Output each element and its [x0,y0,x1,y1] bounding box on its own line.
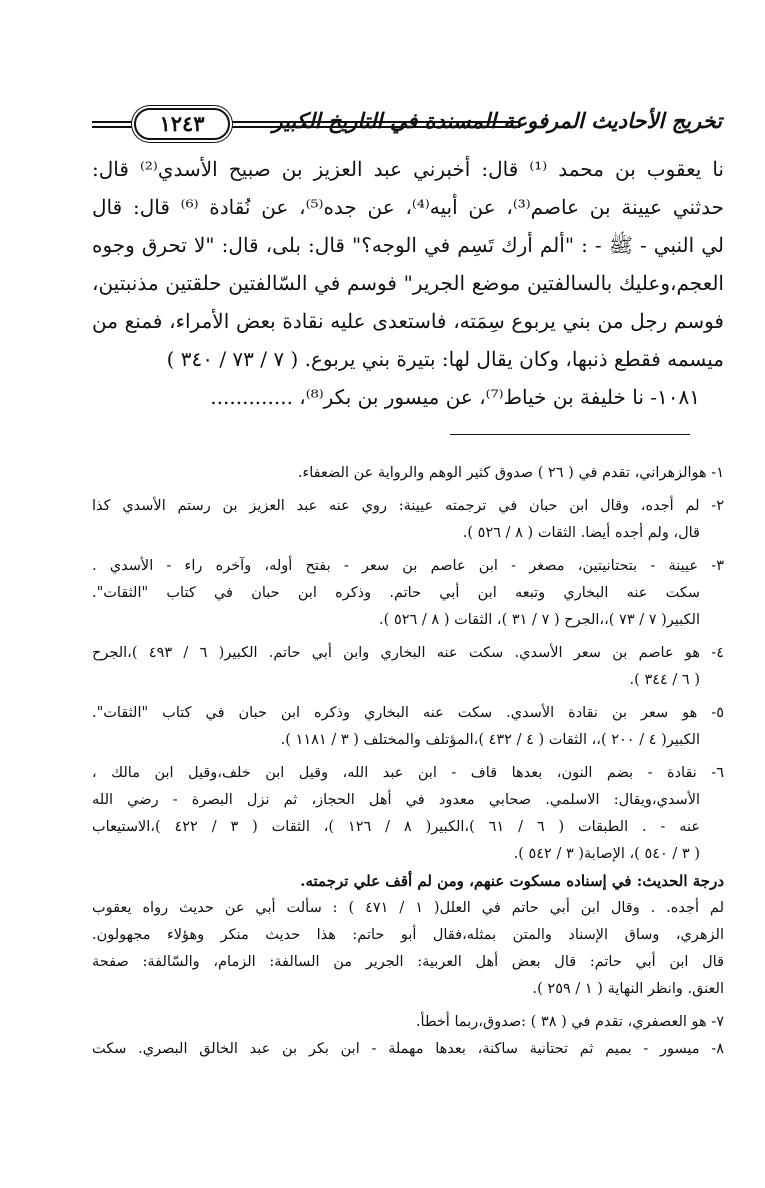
main-line: العجم،وعليك بالسالفتين موضع الجرير" فوسم في السّالفتين حلقتين مذنبتين، [92,271,724,295]
footnotes [92,460,724,1063]
footnote-line: الزهري، وساق الإسناد والمتن بمثله،فقال أبو حاتم: هذا حديث منكر وهؤلاء مجهولون. [92,927,724,943]
hadith-grade-heading: درجة الحديث: في إسناده مسكوت عنهم، ومن لم أقف علي ترجمته. [300,872,724,890]
footnote-line: قال، ولم أجده أيضا. الثقات ( ٨ / ٥٢٦ ). [462,525,700,541]
page-header [92,104,722,144]
footnote-line: عنه - . الطبقات ( ٦ / ٦١ )،الكبير( ٨ / ١٢٦ )، الثقات ( ٣ / ٤٢٢ )،الاستيعاب [92,819,700,835]
footnote-line: ( ٣ / ٥٤٠ )، الإصابة( ٣ / ٥٤٢ ). [513,846,700,862]
main-line: نا يعقوب بن محمد ⁽¹⁾ قال: أخبرني عبد العزيز بن صبيح الأسدي⁽²⁾ قال: [92,157,724,181]
footnote-line: الكبير( ٧ / ٧٣ )،،الجرح ( ٧ / ٣١ )، الثقات ( ٨ / ٥٢٦ ). [379,612,700,628]
running-title: تخريج الأحاديث المرفوعة المسندة في التاريخ الكبير [272,108,722,133]
footnote-line: ( ٦ / ٣٤٤ ). [629,672,700,688]
footnote-line: ٤- هو عاصم بن سعر الأسدي. سكت عنه البخاري وابن أبي حاتم. الكبير( ٦ / ٤٩٣ )،الجرح [92,645,724,661]
footnote-line: ٨- ميسور - بميم ثم تحتانية ساكنة، بعدها مهملة - ابن بكر بن عبد الخالق البصري. سكت [92,1041,724,1057]
footnote-line: ٥- هو سعر بن نقادة الأسدي. سكت عنه البخاري وذكره ابن حبان في كتاب "الثقات". [92,705,724,721]
main-line: حدثني عيينة بن عاصم⁽³⁾، عن أبيه⁽⁴⁾، عن جده⁽⁵⁾، عن نُقادة ⁽⁶⁾ قال: قال [92,195,724,219]
page-number-badge: ١٢٤٣ [134,108,230,140]
footnote-line: ٣- عيينة - بتحتانيتين، مصغر - ابن عاصم بن سعر - بفتح أوله، وآخره راء - الأسدي . [92,558,724,574]
footnote-line: ٢- لم أجده، وقال ابن حبان في ترجمته عيينة: روي عنه عبد العزيز بن رستم الأسدي كذا [92,498,724,514]
main-line: فوسم رجل من بني يربوع سِمَته، فاستعدى عليه نقادة بعض الأمراء، فمنع من [92,309,724,333]
footnote-line: قال ابن أبي حاتم: قال بعض أهل العربية: الجرير من السالفة: الزمام، والسّالفة: صفحة [92,954,724,970]
footnote-line: لم أجده. . وقال ابن أبي حاتم في العلل( ١ / ٤٧١ ) : سألت أبي عن حديث رواه يعقوب [92,900,724,916]
main-line: لي النبي - ﷺ - : "ألم أرك تَسِم في الوجه؟" قال: بلى، قال: "لا تحرق وجوه [92,233,724,257]
footnote-line: الكبير( ٤ / ٢٠٠ )،، الثقات ( ٤ / ٤٣٢ )،المؤتلف والمختلف ( ٣ / ١١٨١ ). [280,732,700,748]
footnote-line: سكت عنه البخاري وتبعه ابن أبي حاتم. وذكره ابن حبان في كتاب "الثقات". [92,585,700,601]
main-line: ١٠٨١- نا خليفة بن خياط⁽⁷⁾، عن ميسور بن بكر⁽⁸⁾، ............. [210,385,700,409]
footnote-separator [450,434,690,435]
footnote-line: ٧- هو العصفري، تقدم في ( ٣٨ ) :صدوق،ربما أخطأ. [415,1014,724,1030]
footnote-line: ١- هوالزهراني، تقدم في ( ٢٦ ) صدوق كثير الوهم والرواية عن الضعفاء. [297,465,724,481]
footnote-line: العنق. وانظر النهاية ( ١ / ٢٥٩ ). [532,981,724,997]
main-line: ميسمه فقطع ذنبها، وكان يقال لها: بتيرة بني يربوع. ( ٧ / ٧٣ / ٣٤٠ ) [166,347,724,371]
main-text [92,150,724,416]
footnote-line: ٦- نقادة - بضم النون، بعدها قاف - ابن عبد الله، وقيل ابن خلف،وقيل ابن مالك ، [92,765,724,781]
footnote-line: الأسدي،ويقال: الاسلمي. صحابي معدود في أهل الحجاز، ثم نزل البصرة - رضي الله [92,792,700,808]
